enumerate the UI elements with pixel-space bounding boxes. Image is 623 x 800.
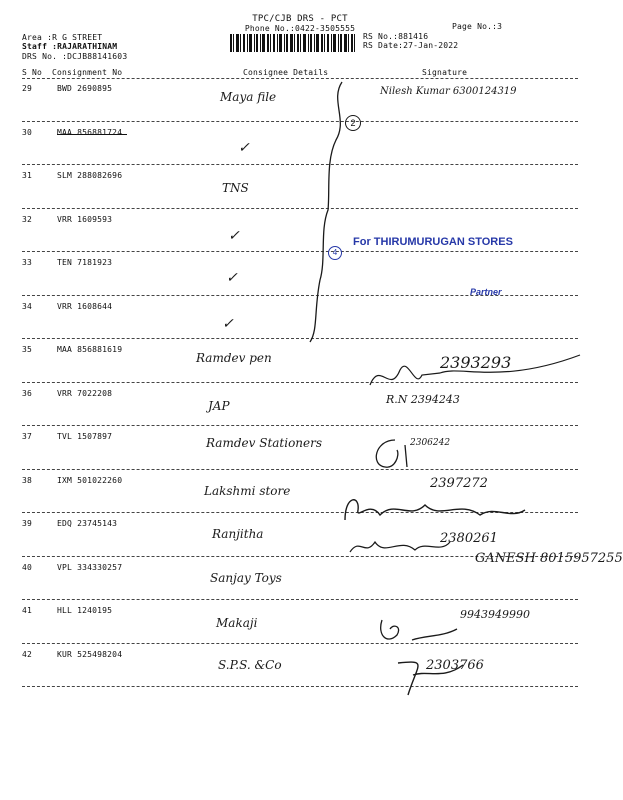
row-signature: R.N 2394243 <box>386 392 460 406</box>
partner-stamp: Partner <box>470 287 502 297</box>
row-consignment: MAA 856881619 <box>57 345 123 354</box>
row-sno: 30 <box>22 127 33 137</box>
staff-label: Staff :RAJARATHINAM <box>22 42 118 51</box>
tick-icon: ✓ <box>238 140 250 156</box>
row-consignee: Ramdev Stationers <box>206 436 323 450</box>
company-stamp: For THIRUMURUGAN STORES <box>353 236 513 248</box>
row-consignee: TNS <box>222 181 249 195</box>
row-sno: 31 <box>22 171 33 180</box>
col-signature: Signature <box>422 68 468 77</box>
row-signature: 2306242 <box>410 438 451 448</box>
signature-scribble <box>372 615 462 650</box>
row-signature: 2380261 <box>440 531 498 546</box>
rs-date: RS Date:27-Jan-2022 <box>363 41 459 50</box>
row-consignee: Lakshmi store <box>204 483 291 498</box>
row-consignee: Ramdev pen <box>196 351 272 365</box>
tick-icon: ✓ <box>226 270 238 286</box>
row-consignee: Maya file <box>220 90 277 104</box>
row-consignee: Sanjay Toys <box>210 570 282 585</box>
row-sno: 42 <box>22 649 33 659</box>
row-sno: 34 <box>22 301 33 311</box>
row-sno: 40 <box>22 562 33 572</box>
signature-scribble <box>365 435 425 475</box>
circled-number: 4 <box>328 246 342 260</box>
row-signature: 2393293 <box>440 353 512 372</box>
row-consignment: TEN 7181923 <box>57 258 113 267</box>
row-sno: 32 <box>22 214 33 224</box>
row-sno: 41 <box>22 606 33 615</box>
signature-scribble <box>345 532 455 562</box>
tick-icon: ✓ <box>222 316 234 332</box>
row-consignee: Ranjitha <box>212 527 264 541</box>
row-divider <box>22 599 578 600</box>
signature-scribble <box>340 490 530 530</box>
row-signature: 2397272 <box>430 475 488 491</box>
col-sno: S No <box>22 68 43 77</box>
col-consignee: Consignee Details <box>243 68 329 77</box>
row-consignee: JAP <box>208 398 230 413</box>
row-sno: 38 <box>22 475 33 485</box>
signature-scribble <box>360 355 590 405</box>
row-sno: 36 <box>22 388 33 398</box>
row-divider <box>22 686 578 687</box>
circled-number: 2 <box>345 115 361 131</box>
header-divider <box>22 78 578 79</box>
row-consignment: HLL 1240195 <box>57 606 113 615</box>
row-signature: GANESH 8015957255 <box>475 550 623 566</box>
row-signature: Nilesh Kumar 6300124319 <box>380 86 517 97</box>
row-consignment: VRR 7022208 <box>57 388 113 398</box>
rs-number: RS No.:881416 <box>363 32 429 41</box>
area-label: Area :R G STREET <box>22 33 103 42</box>
row-divider <box>22 425 578 426</box>
row-consignee: S.P.S. &Co <box>218 657 282 672</box>
row-signature: 2303766 <box>426 657 484 673</box>
signature-scribble <box>388 655 468 700</box>
row-sno: 39 <box>22 519 33 528</box>
row-consignment: IXM 501022260 <box>57 475 123 485</box>
row-signature: 9943949990 <box>460 608 530 621</box>
row-consignment: TVL 1507897 <box>57 432 113 441</box>
phone-number: Phone No.:0422-3505555 <box>244 24 356 33</box>
strikethrough-mark <box>57 134 127 135</box>
row-sno: 29 <box>22 84 33 93</box>
row-consignment: KUR 525498204 <box>57 649 123 659</box>
row-consignee: Makaji <box>216 616 258 630</box>
row-consignment: MAA 856881724 <box>57 127 123 137</box>
row-consignment: EDQ 23745143 <box>57 519 118 528</box>
report-title: TPC/CJB DRS - PCT <box>252 14 348 24</box>
drs-number: DRS No. :DCJB88141603 <box>22 52 128 61</box>
tick-icon: ✓ <box>228 228 240 244</box>
col-consignment: Consignment No <box>52 68 123 77</box>
row-divider <box>22 643 578 644</box>
row-consignment: SLM 288082696 <box>57 171 123 180</box>
row-consignment: VPL 334330257 <box>57 562 123 572</box>
row-consignment: VRR 1609593 <box>57 214 113 224</box>
row-consignment: BWD 2690895 <box>57 84 113 93</box>
barcode <box>230 34 355 52</box>
row-divider <box>22 469 578 470</box>
page-number: Page No.:3 <box>452 22 503 31</box>
row-sno: 35 <box>22 345 33 354</box>
row-sno: 37 <box>22 432 33 441</box>
row-sno: 33 <box>22 258 33 267</box>
row-consignment: VRR 1608644 <box>57 301 113 311</box>
